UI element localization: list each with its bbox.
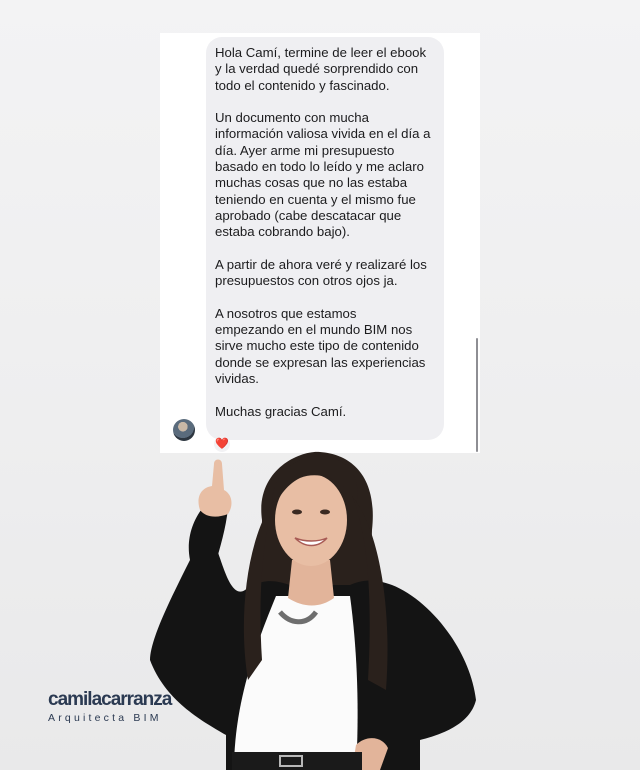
- brand-logo: [48, 690, 188, 725]
- logo-subtitle: Arquitecta BIM: [48, 712, 162, 724]
- message-paragraph-4: A nosotros que estamos empezando en el mundo BIM nos sirve mucho este tipo de contenido donde se expresan las experiencias vividas.: [215, 305, 426, 386]
- message-paragraph-5: Muchas gracias Camí.: [215, 403, 347, 419]
- heart-icon: ❤️: [215, 438, 229, 450]
- eye-right: [320, 510, 330, 515]
- message-paragraph-2: Un documento con mucha información valiosa vivida en el día a día. Ayer arme mi presupuesto basado en todo lo leído y me aclaro muchas cosas que no las estaba teniendo en cuenta y el mismo fue aprobado (cabe descatacar que estaba cobrando bajo).: [215, 110, 431, 240]
- pointing-hand: [199, 460, 232, 517]
- eye-left: [292, 510, 302, 515]
- message-paragraph-1: Hola Camí, termine de leer el ebook y la verdad quedé sorprendido con todo el contenido y fascinado.: [215, 45, 427, 93]
- logo-name: camilacarranza: [48, 689, 172, 710]
- message-paragraph-3: A partir de ahora veré y realizaré los presupuestos con otros ojos ja.: [215, 256, 427, 289]
- neck: [288, 560, 334, 606]
- belt: [232, 752, 362, 770]
